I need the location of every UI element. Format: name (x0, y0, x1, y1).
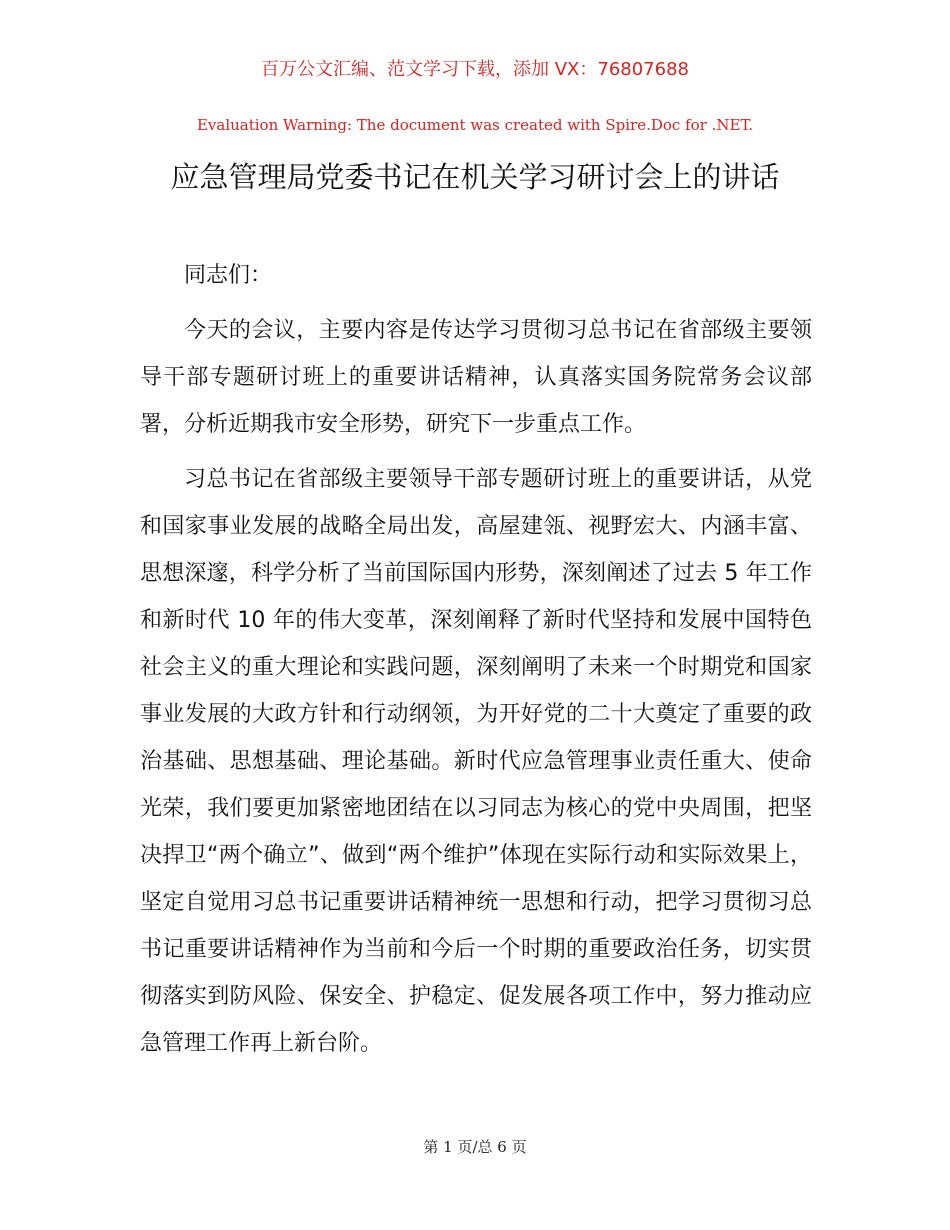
page-indicator: 第 1 页/总 6 页 (423, 1138, 527, 1156)
salutation-paragraph: 同志们： (184, 263, 273, 288)
header-banner: 百万公文汇编、范文学习下载，添加 VX：76807688 (261, 59, 689, 80)
body-paragraph: 今天的会议，主要内容是传达学习贯彻习总书记在省部级主要领导干部专题研讨班上的重要讲话精神，认真落实国务院常务会议部署，分析近期我市安全形势，研究下一步重点工作。 (140, 318, 812, 437)
body-paragraph: 习总书记在省部级主要领导干部专题研讨班上的重要讲话，从党和国家事业发展的战略全局出发，高屋建瓴、视野宏大、内涵丰富、思想深邃，科学分析了当前国际国内形势，深刻阐述了过去 5 年工作和新时代 10 年的伟大变革，深刻阐释了新时代坚持和发展中国特色社会主义的重大理论和实践问题，深刻阐明了未来一个时期党和国家事业发展的大政方针和行动纲领，为开好党的二十大奠定了重要的政治基础、思想基础、理论基础。新时代应急管理事业责任重大、使命光荣，我们要更加紧密地团结在以习同志为核心的党中央周围，把坚决捍卫“两个确立”、做到“两个维护”体现在实际行动和实际效果上，坚定自觉用习总书记重要讲话精神统一思想和行动，把学习贯彻习总书记重要讲话精神作为当前和今后一个时期的重要政治任务，切实贯彻落实到防风险、保安全、护稳定、促发展各项工作中，努力推动应急管理工作再上新台阶。 (140, 467, 812, 1056)
document-title: 应急管理局党委书记在机关学习研讨会上的讲话 (170, 160, 780, 194)
document-body (140, 252, 812, 1075)
evaluation-warning: Evaluation Warning: The document was created with Spire.Doc for .NET. (196, 116, 754, 134)
